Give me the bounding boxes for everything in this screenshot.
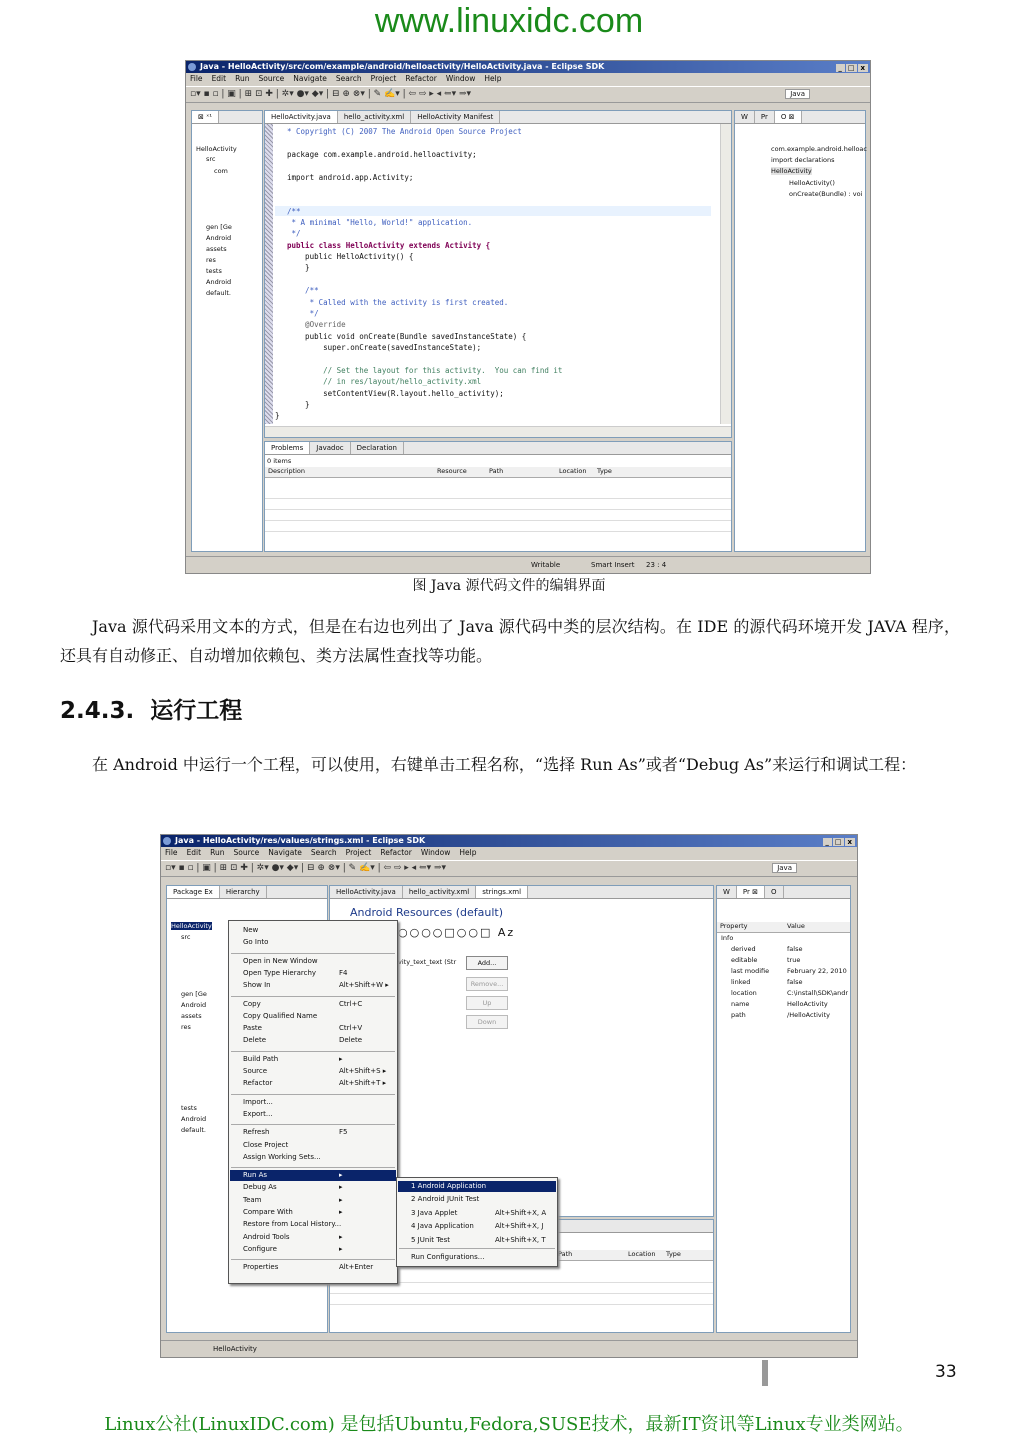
menu-bar	[186, 73, 870, 85]
code-line: /**	[287, 207, 301, 216]
menu-bar	[161, 847, 857, 859]
tab-problems[interactable]: Problems	[265, 442, 310, 454]
context-menu-item[interactable]: Paste	[243, 1024, 262, 1033]
col-value[interactable]: Value	[787, 922, 805, 930]
context-menu-shortcut: Alt+Enter	[339, 1263, 374, 1272]
editor-vscrollbar[interactable]	[720, 124, 731, 424]
package-explorer-tabs: ⊠ ˣ¹	[192, 111, 262, 124]
tab-hello-activity-xml[interactable]: hello_activity.xml	[338, 111, 411, 123]
code-line: package com.example.android.helloactivity;	[287, 150, 477, 159]
code-line: * Called with the activity is first created.	[287, 298, 509, 307]
context-menu-shortcut: ▸	[339, 1195, 343, 1204]
site-footer: Linux公社(LinuxIDC.com) 是包括Ubuntu,Fedora,SUSE技术，最新IT资讯等Linux专业类网站。	[104, 1414, 914, 1435]
property-name: linked	[731, 978, 751, 986]
context-menu-item[interactable]: Show In	[243, 981, 271, 990]
properties-panel	[716, 885, 851, 1333]
status-insert-mode: Smart Insert	[591, 561, 635, 569]
context-menu-shortcut: ▸	[339, 1054, 343, 1063]
toolbar[interactable]: ▫▾ ▪ ▫ | ▣ | ⊞ ⊡ ✚ | ✲▾ ●▾ ◆▾ | ⊟ ⊕ ⊗▾ | ✎ ✍▾ | ⇦ ⇨ ▸ ◂ ⇐▾ ⇒▾	[161, 860, 857, 877]
tab-hello-activity-xml[interactable]: hello_activity.xml	[403, 886, 476, 898]
tree-item[interactable]: Android	[206, 278, 232, 286]
menu-separator	[231, 1259, 395, 1260]
editor-gutter	[265, 124, 273, 424]
submenu-shortcut: Alt+Shift+X, T	[495, 1236, 546, 1244]
section-number: 2.4.3.	[60, 698, 135, 724]
eclipse-screenshot-run-as	[160, 834, 858, 1358]
code-line: */	[287, 309, 319, 318]
context-menu-item[interactable]: Open Type Hierarchy	[243, 968, 317, 977]
outline-item[interactable]: HelloActivity	[771, 167, 812, 175]
remove-button[interactable]: Remove...	[466, 977, 508, 991]
menu-edit[interactable]: Edit	[186, 848, 202, 857]
menu-run[interactable]: Run	[210, 848, 225, 857]
property-name: location	[731, 989, 757, 997]
tree-item[interactable]: tests	[206, 267, 222, 275]
eclipse-screenshot-editor	[185, 60, 871, 574]
context-menu-shortcut: ▸	[339, 1208, 343, 1216]
context-menu-item[interactable]: Export...	[243, 1109, 273, 1118]
toolbar[interactable]: ▫▾ ▪ ▫ | ▣ | ⊞ ⊡ ✚ | ✲▾ ●▾ ◆▾ | ⊟ ⊕ ⊗▾ | ✎ ✍▾ | ⇦ ⇨ ▸ ◂ ⇐▾ ⇒▾	[186, 86, 870, 103]
submenu-item[interactable]: 3 Java Applet	[411, 1209, 458, 1217]
context-menu-item[interactable]: Configure	[243, 1244, 277, 1253]
code-line: /**	[287, 286, 319, 295]
context-menu[interactable]	[228, 920, 398, 1284]
menu-separator	[399, 1248, 555, 1249]
submenu-item[interactable]: 2 Android JUnit Test	[411, 1195, 480, 1203]
context-menu-shortcut: ▸	[339, 1183, 343, 1192]
submenu-shortcut: Alt+Shift+X, A	[495, 1209, 547, 1217]
context-menu-item[interactable]: Run As	[243, 1171, 268, 1180]
tree-item[interactable]: HelloActivity	[196, 145, 237, 153]
eclipse-icon	[163, 837, 171, 845]
window-title: Java - HelloActivity/src/com/example/android/helloactivity/HelloActivity.java - Eclipse SDK	[200, 62, 605, 71]
resource-type-icons[interactable]: ○○○○□○○□ Az	[398, 926, 516, 939]
tree-item[interactable]: src	[206, 155, 216, 163]
status-selection: HelloActivity	[213, 1345, 257, 1353]
context-menu-item[interactable]: Android Tools	[243, 1232, 290, 1241]
tree-item[interactable]: Android	[206, 234, 232, 242]
package-explorer-panel	[191, 110, 263, 552]
property-value: HelloActivity	[787, 1000, 828, 1008]
status-writable: Writable	[531, 561, 561, 569]
tab-javadoc[interactable]: Javadoc	[310, 442, 350, 454]
tree-item[interactable]: default.	[181, 1126, 206, 1134]
perspective-java[interactable]: Java	[785, 89, 810, 99]
submenu-item[interactable]: 4 Java Application	[411, 1222, 474, 1230]
context-menu-shortcut: ▸	[339, 1232, 343, 1241]
tab-strings-xml[interactable]: strings.xml	[476, 886, 528, 898]
code-line: public void onCreate(Bundle savedInstanceState) {	[287, 332, 527, 341]
context-menu-item[interactable]: Refresh	[243, 1128, 270, 1137]
down-button[interactable]: Down	[466, 1015, 508, 1029]
code-line: */	[287, 229, 301, 238]
problems-count: 0 items	[267, 457, 292, 465]
property-name: name	[731, 1000, 750, 1008]
col-path[interactable]: Path	[489, 467, 504, 475]
context-menu-shortcut: Alt+Shift+T ▸	[339, 1079, 387, 1088]
menu-search[interactable]: Search	[310, 848, 337, 857]
window-titlebar	[161, 835, 857, 847]
col-property[interactable]: Property	[720, 922, 748, 930]
code-line: * Copyright (C) 2007 The Android Open Source Project	[287, 127, 522, 136]
eclipse-icon	[188, 63, 196, 71]
menu-project[interactable]: Project	[345, 848, 372, 857]
problems-tabs	[265, 442, 731, 455]
site-header: www.linuxidc.com	[374, 2, 644, 40]
menu-file[interactable]: File	[165, 848, 178, 857]
status-cursor-position: 23 : 4	[646, 561, 667, 569]
menu-window[interactable]: Window	[445, 74, 476, 83]
problems-panel	[264, 441, 732, 552]
property-name: last modifie	[731, 967, 770, 975]
tree-item[interactable]: res	[206, 256, 216, 264]
context-menu-item[interactable]: Close Project	[243, 1140, 289, 1149]
section-heading	[60, 692, 242, 725]
editor-tabs	[265, 111, 731, 124]
tree-item[interactable]: Android	[181, 1115, 207, 1123]
section-title: 运行工程	[150, 698, 243, 724]
code-line: public HelloActivity() {	[287, 252, 414, 261]
properties-tabs: W Pr ⊠ O	[717, 886, 850, 899]
context-menu-item[interactable]: Open in New Window	[243, 956, 318, 965]
menu-separator	[231, 1167, 395, 1168]
window-controls[interactable]: _ □ x	[825, 838, 853, 846]
tree-item[interactable]: Android	[181, 1001, 207, 1009]
tree-item[interactable]: src	[181, 933, 191, 941]
property-value: C:\install\SDK\andr	[787, 989, 849, 997]
context-menu-item[interactable]: Assign Working Sets...	[243, 1152, 321, 1161]
outline-panel	[734, 110, 866, 552]
code-line: super.onCreate(savedInstanceState);	[287, 343, 482, 352]
col-path[interactable]: Path	[558, 1250, 573, 1258]
paragraph: Java 源代码采用文本的方式，但是在右边也列出了 Java 源代码中类的层次结构。在 IDE 的源代码环境开发 JAVA 程序，还具有自动修正、自动增加依赖包、类方法属性查找等功能。	[60, 617, 960, 665]
menu-source[interactable]: Source	[258, 74, 285, 83]
menu-separator	[231, 996, 395, 997]
run-as-submenu[interactable]	[396, 1177, 558, 1267]
code-line: // in res/layout/hello_activity.xml	[287, 377, 482, 386]
tree-item[interactable]: gen [Ge	[206, 223, 232, 231]
current-line-highlight	[275, 206, 711, 216]
tab-manifest[interactable]: HelloActivity Manifest	[411, 111, 500, 123]
tree-item-selected[interactable]: HelloActivity	[171, 922, 212, 930]
context-menu-item[interactable]: Delete	[243, 1036, 266, 1045]
tab-helloactivity-java[interactable]: HelloActivity.java	[330, 886, 403, 898]
code-line: public class HelloActivity extends Activity {	[287, 241, 491, 250]
menu-navigate[interactable]: Navigate	[268, 848, 302, 857]
property-value: false	[787, 978, 803, 986]
outline-item[interactable]: import declarations	[771, 156, 835, 164]
context-menu-shortcut: Alt+Shift+S ▸	[339, 1067, 387, 1075]
outline-item[interactable]: onCreate(Bundle) : voi	[789, 190, 863, 198]
window-controls[interactable]: _ □ x	[838, 64, 866, 72]
submenu-item[interactable]: 1 Android Application	[411, 1182, 487, 1190]
tree-item[interactable]: tests	[181, 1104, 197, 1112]
col-description[interactable]: Description	[268, 467, 306, 475]
context-menu-shortcut: Ctrl+C	[339, 999, 363, 1008]
property-name: Info	[721, 934, 734, 942]
menu-separator	[231, 1051, 395, 1052]
property-name: editable	[731, 956, 758, 964]
perspective-java[interactable]: Java	[772, 863, 797, 873]
context-menu-item[interactable]: Source	[243, 1067, 268, 1075]
tab-declaration[interactable]: Declaration	[351, 442, 404, 454]
editor-tabs	[330, 886, 713, 899]
property-value: false	[787, 945, 803, 953]
tab-package-explorer[interactable]: Package Ex	[167, 886, 220, 898]
outline-tabs: W Pr O ⊠	[735, 111, 865, 124]
submenu-item[interactable]: Run Configurations...	[411, 1253, 485, 1261]
paragraph: 在 Android 中运行一个工程，可以使用，右键单击工程名称，“选择 Run As”或者“Debug As”来运行和调试工程：	[92, 755, 917, 774]
context-menu-item[interactable]: Copy Qualified Name	[243, 1011, 318, 1020]
code-line: @Override	[287, 320, 346, 329]
context-menu-shortcut: Ctrl+V	[339, 1024, 363, 1033]
col-location[interactable]: Location	[628, 1250, 656, 1258]
property-name: derived	[731, 945, 756, 953]
menu-separator	[231, 1124, 395, 1125]
resources-title: Android Resources (default)	[350, 906, 503, 919]
window-title: Java - HelloActivity/res/values/strings.xml - Eclipse SDK	[175, 836, 426, 845]
status-bar	[161, 1340, 857, 1357]
menu-navigate[interactable]: Navigate	[293, 74, 327, 83]
col-type[interactable]: Type	[597, 467, 612, 475]
tree-item[interactable]: assets	[181, 1012, 202, 1020]
context-menu-shortcut: F5	[339, 1128, 348, 1137]
code-line: }	[287, 263, 310, 272]
menu-refactor[interactable]: Refactor	[405, 74, 437, 83]
property-name: path	[731, 1011, 746, 1019]
menu-refactor[interactable]: Refactor	[380, 848, 412, 857]
context-menu-item[interactable]: Team	[243, 1195, 262, 1204]
menu-source[interactable]: Source	[233, 848, 260, 857]
code-line: // Set the layout for this activity. You can find it	[287, 366, 563, 375]
context-menu-shortcut: F4	[339, 968, 348, 977]
menu-file[interactable]: File	[190, 74, 203, 83]
context-menu-item[interactable]: Debug As	[243, 1183, 277, 1192]
editor-hscrollbar[interactable]	[265, 426, 731, 437]
status-bar	[186, 556, 870, 573]
outline-item[interactable]: HelloActivity()	[789, 179, 835, 187]
col-location[interactable]: Location	[559, 467, 587, 475]
package-explorer-tabs	[167, 886, 327, 899]
code-editor-panel[interactable]	[264, 110, 732, 438]
code-line: import android.app.Activity;	[287, 173, 414, 182]
context-menu-item[interactable]: Copy	[243, 999, 261, 1008]
context-menu-item[interactable]: Properties	[243, 1263, 279, 1272]
menu-separator	[231, 953, 395, 954]
page-marker	[762, 1360, 768, 1386]
menu-help[interactable]: Help	[484, 74, 502, 83]
properties-header	[717, 922, 850, 933]
menu-search[interactable]: Search	[335, 74, 362, 83]
code-line: * A minimal "Hello, World!" application.	[287, 218, 473, 227]
context-menu-shortcut: ▸	[339, 1244, 343, 1253]
col-type[interactable]: Type	[666, 1250, 681, 1258]
submenu-item[interactable]: 5 JUnit Test	[411, 1236, 451, 1244]
outline-item[interactable]: com.example.android.helloac	[771, 145, 867, 153]
figure-caption: 图 Java 源代码文件的编辑界面	[412, 578, 606, 594]
tree-item[interactable]: default.	[206, 289, 231, 297]
context-menu-item[interactable]: Build Path	[243, 1054, 279, 1063]
context-menu-shortcut: ▸	[339, 1171, 343, 1180]
code-line: }	[287, 400, 310, 409]
context-menu-item[interactable]: Restore from Local History...	[243, 1220, 342, 1229]
page-number: 33	[935, 1362, 957, 1382]
menu-edit[interactable]: Edit	[211, 74, 227, 83]
property-value: February 22, 2010	[787, 967, 847, 975]
col-resource[interactable]: Resource	[437, 467, 467, 475]
menu-run[interactable]: Run	[235, 74, 250, 83]
context-menu-shortcut: Delete	[339, 1036, 362, 1045]
problems-header	[265, 467, 731, 478]
tree-item[interactable]: gen [Ge	[181, 990, 207, 998]
menu-project[interactable]: Project	[370, 74, 397, 83]
property-value: true	[787, 956, 801, 964]
resource-item[interactable]: vity_text_text (Str	[398, 958, 457, 966]
code-line: setContentView(R.layout.hello_activity);	[287, 389, 504, 398]
menu-help[interactable]: Help	[459, 848, 477, 857]
context-menu-item[interactable]: Refactor	[243, 1079, 273, 1088]
context-menu-shortcut: Alt+Shift+W ▸	[339, 981, 389, 990]
tab-helloactivity-java[interactable]: HelloActivity.java	[265, 111, 338, 123]
property-value: /HelloActivity	[787, 1011, 830, 1019]
context-menu-item[interactable]: Go Into	[243, 938, 269, 947]
tree-item[interactable]: assets	[206, 245, 227, 253]
tree-item[interactable]: com	[214, 167, 228, 175]
submenu-shortcut: Alt+Shift+X, J	[495, 1222, 544, 1230]
context-menu-item[interactable]: New	[243, 926, 259, 934]
add-button[interactable]: Add...	[466, 956, 508, 970]
menu-window[interactable]: Window	[420, 848, 451, 857]
tab-hierarchy[interactable]: Hierarchy	[220, 886, 267, 898]
code-line: }	[275, 411, 280, 420]
context-menu-item[interactable]: Import...	[243, 1097, 273, 1106]
tree-item[interactable]: res	[181, 1023, 191, 1031]
window-titlebar	[186, 61, 870, 73]
menu-separator	[231, 1094, 395, 1095]
up-button[interactable]: Up	[466, 996, 508, 1010]
context-menu-item[interactable]: Compare With	[243, 1208, 293, 1216]
